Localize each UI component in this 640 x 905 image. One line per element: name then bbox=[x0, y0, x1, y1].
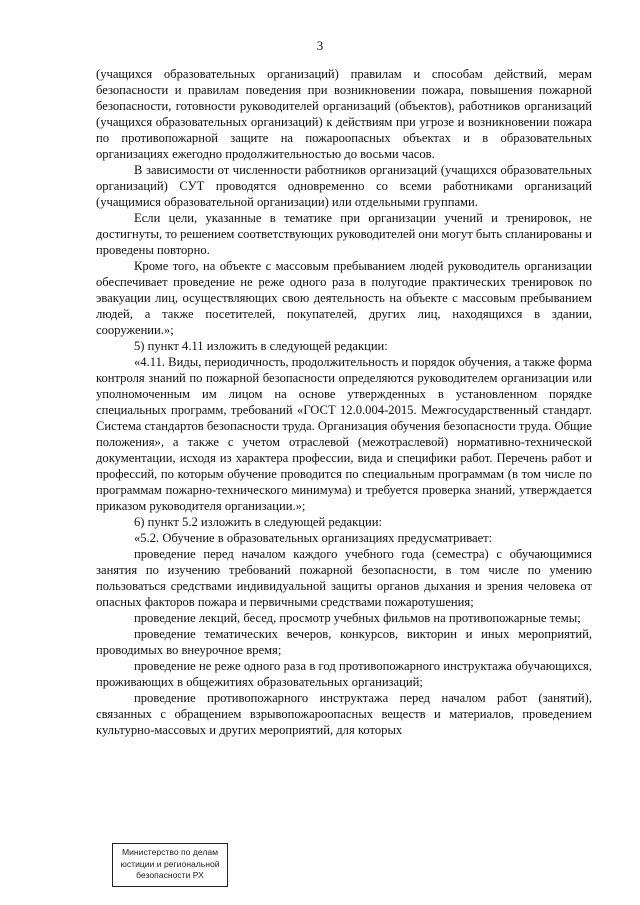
ministry-stamp bbox=[112, 843, 228, 887]
paragraph: проведение тематических вечеров, конкурсов, викторин и иных мероприятий, проводимых во внеурочное время; bbox=[96, 627, 592, 657]
paragraph: «4.11. Виды, периодичность, продолжительность и порядок обучения, а также форма контроля знаний по пожарной безопасности определяются руководителем организации или уполномоченным им лицом на основе утвержденных в установленном порядке специальных программ, требований «ГОСТ 12.0.004-2015. Межгосударственный стандарт. Система стандартов безопасности труда. Организация обучения безопасности труда. Общие положения», а также с учетом отраслевой (межотраслевой) нормативно-технической документации, исходя из характера профессии, вида и специфики работ. Перечень работ и профессий, по которым обучение проводится по специальным программам (в том числе по программам пожарно-технического минимума) и требуется проверка знаний, утверждается приказом руководителя организации.»; bbox=[96, 355, 592, 513]
paragraph: 6) пункт 5.2 изложить в следующей редакции: bbox=[134, 515, 382, 529]
paragraph: проведение не реже одного раза в год противопожарного инструктажа обучающихся, проживающих в общежитиях образовательных организаций; bbox=[96, 659, 592, 689]
paragraph: (учащихся образовательных организаций) правилам и способам действий, мерам безопасности и правилам поведения при возникновении пожара, повышения пожарной безопасности, готовности руководителей организаций (объектов), работников организаций (учащихся образовательных организаций) к действиям при угрозе и возникновении пожара по противопожарной защите на пожароопасных объектах и в образовательных организациях ежегодно продолжительностью до восьми часов. bbox=[96, 67, 592, 161]
paragraph: В зависимости от численности работников организаций (учащихся образовательных организаций) СУТ проводятся одновременно со всеми работниками организаций (учащимися образовательной организации) или отдельными группами. bbox=[96, 163, 592, 209]
paragraph: Кроме того, на объекте с массовым пребыванием людей руководитель организации обеспечивает проведение не реже одного раза в полугодие практических тренировок по эвакуации лиц, осуществляющих свою деятельность на объекте с массовым пребыванием людей, а также посетителей, покупателей, других лиц, находящихся в здании, сооружении.»; bbox=[96, 259, 592, 337]
stamp-line: безопасности РХ bbox=[136, 870, 204, 880]
page-number: 3 bbox=[316, 38, 324, 53]
paragraph: Если цели, указанные в тематике при организации учений и тренировок, не достигнуты, то решением соответствующих руководителей они могут быть спланированы и проведены повторно. bbox=[96, 211, 592, 257]
stamp-line: Министерство по делам bbox=[121, 847, 219, 857]
document-body bbox=[96, 66, 592, 738]
paragraph: «5.2. Обучение в образовательных организациях предусматривает: bbox=[134, 531, 493, 545]
paragraph: проведение противопожарного инструктажа перед началом работ (занятий), связанных с обращением взрывопожароопасных веществ и материалов, проведением культурно-массовых и других мероприятий, для которых bbox=[96, 691, 592, 737]
paragraph: проведение перед началом каждого учебного года (семестра) с обучающимися занятия по изучению требований пожарной безопасности, в том числе по умению пользоваться средствами индивидуальной защиты органов дыхания и зрения человека от опасных факторов пожара и первичными средствами пожаротушения; bbox=[96, 547, 592, 609]
paragraph: 5) пункт 4.11 изложить в следующей редакции: bbox=[134, 339, 388, 353]
stamp-line: юстиции и региональной bbox=[120, 858, 220, 869]
paragraph: проведение лекций, бесед, просмотр учебных фильмов на противопожарные темы; bbox=[134, 611, 581, 625]
